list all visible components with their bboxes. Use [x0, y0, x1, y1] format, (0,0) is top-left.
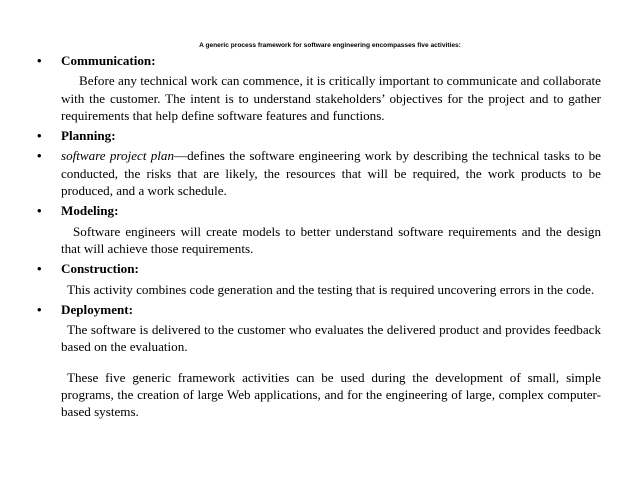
planning-term: software project plan — [61, 148, 174, 164]
modeling-item — [37, 202, 601, 257]
communication-item — [37, 52, 601, 124]
construction-text: This activity combines code generation and the testing that is required uncovering errors in the code. — [67, 281, 595, 297]
deployment-text: The software is delivered to the customer who evaluates the delivered product and provides feedback based on the evaluation. — [61, 322, 601, 355]
bullet-icon: • — [37, 203, 42, 219]
bullet-icon: • — [37, 53, 42, 68]
communication-text: Before any technical work can commence, it is critically important to communicate and collaborate with the customer. The intent is to understand stakeholders’ objectives for the project and to gather requirements that help define software features and functions. — [61, 73, 601, 123]
planning-heading-item — [37, 127, 601, 144]
communication-heading: Communication: — [61, 53, 156, 68]
planning-text-block — [37, 147, 601, 199]
bullet-icon: • — [37, 261, 42, 277]
slide-content — [37, 52, 601, 421]
planning-text: —defines the software engineering work by describing the technical tasks to be conducted, the risks that are likely, the resources that will be required, the work products to be produced, and a work schedule. — [61, 148, 601, 199]
modeling-text: Software engineers will create models to better understand software requirements and the design that will achieve those requirements. — [61, 223, 601, 256]
closing-paragraph: These five generic framework activities can be used during the development of small, simple programs, the creation of large Web applications, and for the engineering of large, complex computer-based systems. — [61, 369, 601, 420]
slide-title: A generic process framework for software engineering encompasses five activities: — [199, 42, 461, 49]
construction-item — [37, 260, 601, 298]
bullet-icon: • — [37, 148, 42, 164]
deployment-heading: Deployment: — [61, 301, 134, 317]
bullet-icon: • — [37, 301, 42, 317]
planning-heading: Planning: — [61, 128, 116, 144]
modeling-heading: Modeling: — [61, 203, 119, 219]
bullet-icon: • — [37, 128, 42, 144]
construction-heading: Construction: — [61, 261, 139, 277]
planning-item — [37, 147, 601, 199]
deployment-item — [37, 301, 601, 356]
